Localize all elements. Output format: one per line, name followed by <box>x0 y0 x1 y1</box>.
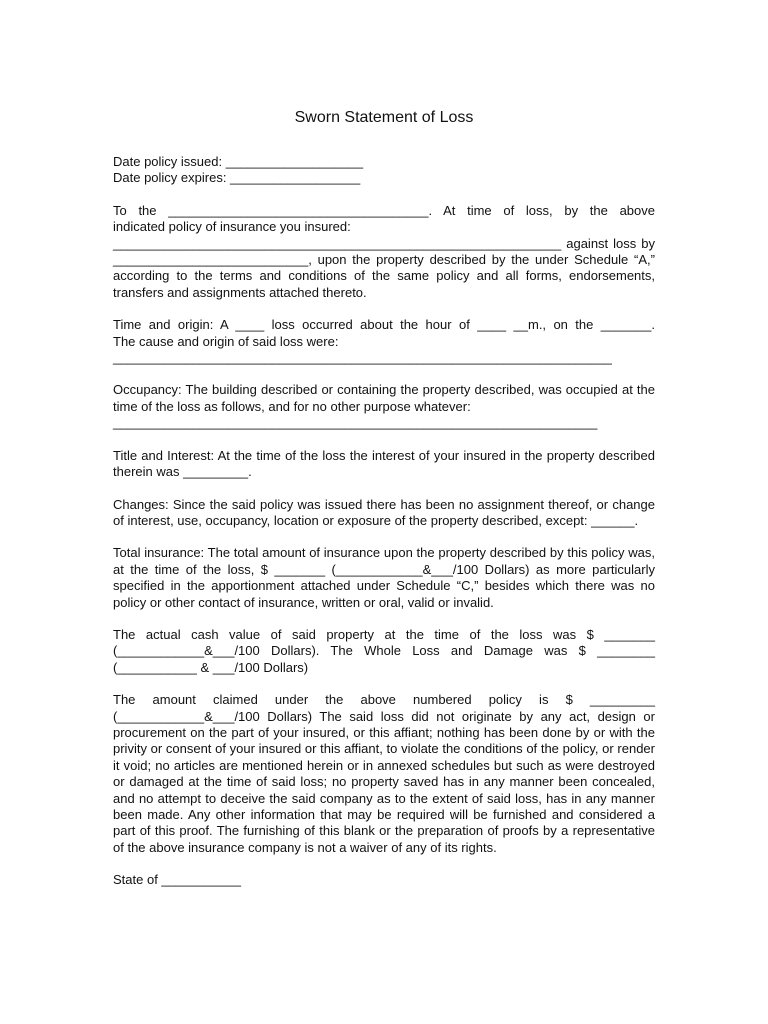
document-page <box>113 108 655 905</box>
date-policy-expires: Date policy expires: __________________ <box>113 170 361 186</box>
insured-paragraph-rest: ___________________________, upon the property described by the under Schedule “A,” according to the terms and conditions of the same policy and all forms, endorsements, transfers and assignments attached thereto. <box>113 252 655 300</box>
occupancy-paragraph <box>113 382 655 431</box>
state-of-line: State of ___________ <box>113 872 241 888</box>
time-origin-line-2: The cause and origin of said loss were: <box>113 333 339 349</box>
occupancy-blank: ___________________________________________________________________ <box>113 415 598 431</box>
occupancy-text: Occupancy: The building described or containing the property described, was occupied at the time of the loss as follows, and for no other purpose whatever: <box>113 382 655 414</box>
amount-claimed-paragraph: The amount claimed under the above numbered policy is $ _________ (____________&___/100 Dollars) The said loss did not originate by any act, design or procurement on the part of your insured, or this affiant; nothing has been done by or with the privity or consent of your insured or this affiant, to violate the conditions of the policy, or render it void; no articles are mentioned herein or in annexed schedules but such as were destroyed or damaged at the time of said loss; no property saved has in any manner been concealed, and no attempt to deceive the said company as to the extent of said loss, has in any manner been made. Any other information that may be required will be furnished and considered a part of this proof. The furnishing of this blank or the preparation of proofs by a representative of the above insurance company is not a waiver of any of its rights. <box>113 692 655 855</box>
title-interest-paragraph: Title and Interest: At the time of the loss the interest of your insured in the property described therein was _________. <box>113 447 655 480</box>
time-origin-paragraph <box>113 317 655 366</box>
insured-line-3: ______________________________________________________________ against loss by <box>113 235 655 251</box>
cash-value-paragraph: The actual cash value of said property at the time of the loss was $ _______ (____________&___/100 Dollars). The Whole Loss and Damage was $ ________ (___________ & ___/100 Dollars) <box>113 626 655 675</box>
date-policy-issued: Date policy issued: ___________________ <box>113 154 364 169</box>
document-title: Sworn Statement of Loss <box>294 109 474 126</box>
changes-paragraph: Changes: Since the said policy was issued there has been no assignment thereof, or change of interest, use, occupancy, location or exposure of the property described, except: ______. <box>113 496 655 528</box>
policy-dates <box>113 154 655 187</box>
time-origin-line-1: Time and origin: A ____ loss occurred about the hour of ____ __m., on the _______. <box>113 317 655 333</box>
insured-line-1: To the ____________________________________. At time of loss, by the above <box>113 202 655 218</box>
time-origin-blank: _____________________________________________________________________ <box>113 350 612 366</box>
insured-paragraph <box>113 203 655 301</box>
total-insurance-paragraph: Total insurance: The total amount of insurance upon the property described by this policy was, at the time of the loss, $ _______ (____________&___/100 Dollars) as more particularly specified in the apportionment attached under Schedule “C,” besides which there was no policy or other contact of insurance, written or oral, valid or invalid. <box>113 545 655 610</box>
insured-line-2: indicated policy of insurance you insured: <box>113 219 351 235</box>
